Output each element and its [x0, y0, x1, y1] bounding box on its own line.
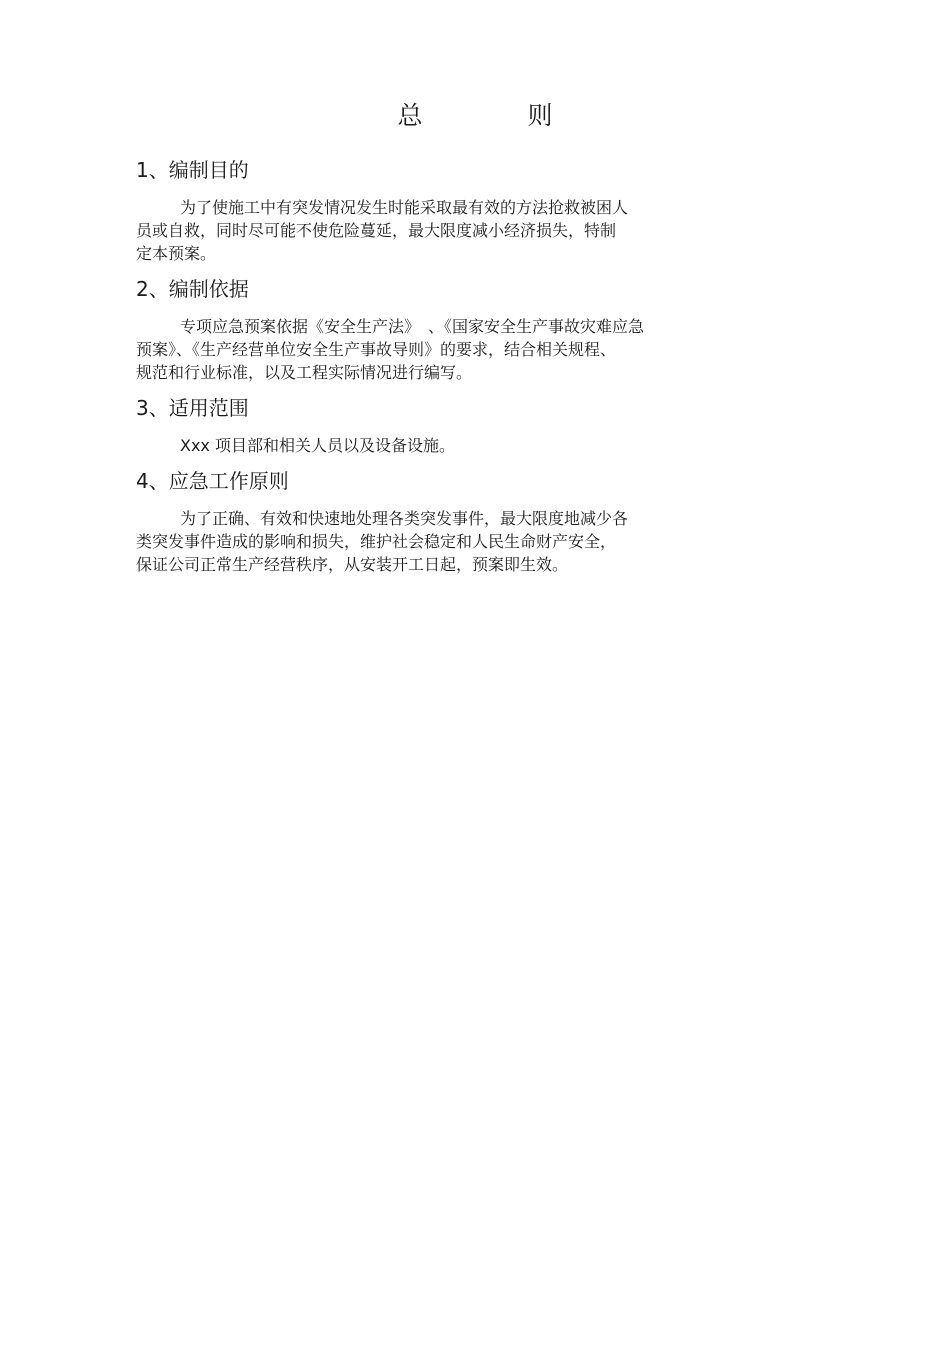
paragraph-line: 定本预案。 — [136, 244, 217, 263]
section-paragraph — [136, 433, 826, 456]
section-heading: 1、编制目的 — [136, 158, 249, 182]
section-paragraph — [136, 506, 826, 575]
section-purpose — [136, 145, 826, 264]
paragraph-line: 为了正确、有效和快速地处理各类突发事件，最大限度地减少各 — [180, 509, 629, 528]
page-title: 总 则 — [397, 101, 593, 130]
paragraph-line: 类突发事件造成的影响和损失，维护社会稳定和人民生命财产安全， — [136, 532, 617, 551]
section-paragraph — [136, 314, 826, 383]
paragraph-line: 规范和行业标准，以及工程实际情况进行编写。 — [136, 363, 473, 382]
document-body — [136, 145, 826, 575]
section-heading: 4、应急工作原则 — [136, 469, 289, 493]
paragraph-line: 员或自救，同时尽可能不使危险蔓延，最大限度减小经济损失，特制 — [136, 221, 617, 240]
paragraph-line: 为了使施工中有突发情况发生时能采取最有效的方法抢救被困人 — [180, 198, 629, 217]
section-paragraph — [136, 195, 826, 264]
section-heading: 3、适用范围 — [136, 396, 249, 420]
section-principles — [136, 456, 826, 575]
paragraph-line: 预案》、《生产经营单位安全生产事故导则》的要求，结合相关规程、 — [136, 340, 617, 359]
paragraph-line: Xxx 项目部和相关人员以及设备设施。 — [180, 436, 455, 455]
paragraph-line: 保证公司正常生产经营秩序，从安装开工日起，预案即生效。 — [136, 555, 569, 574]
section-heading: 2、编制依据 — [136, 277, 249, 301]
section-scope — [136, 383, 826, 456]
section-basis — [136, 264, 826, 383]
paragraph-line: 专项应急预案依据《安全生产法》 、《国家安全生产事故灾难应急 — [180, 317, 645, 336]
